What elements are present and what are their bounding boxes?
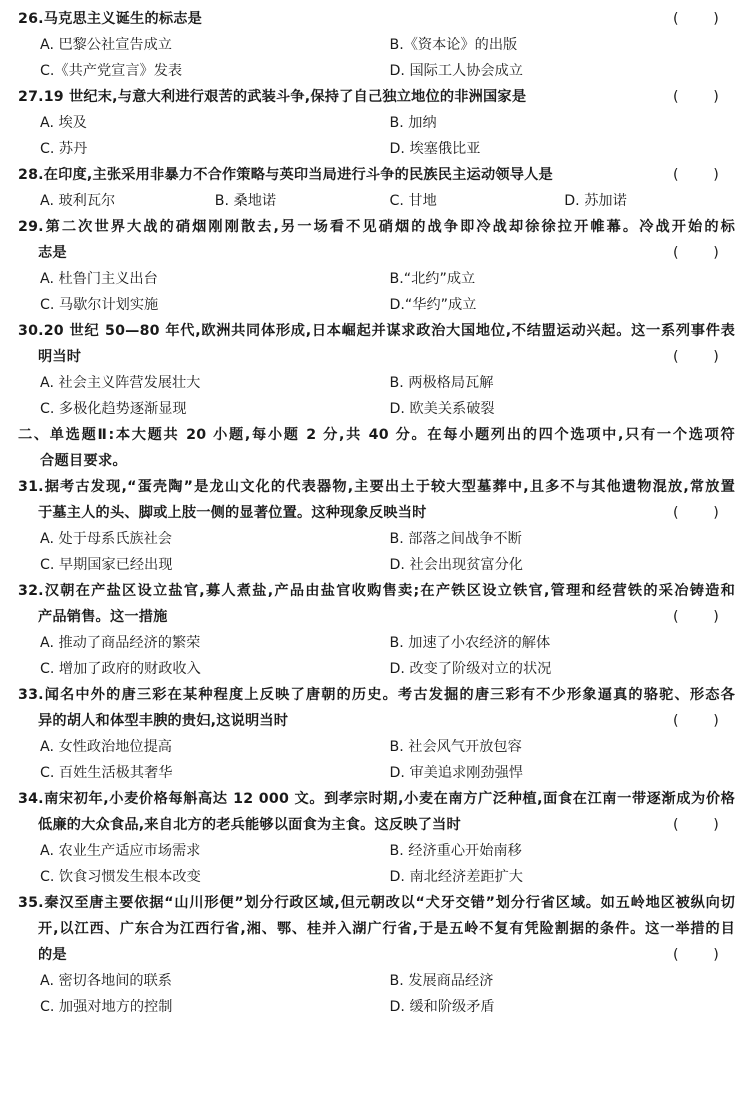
question-34 xyxy=(18,786,739,890)
option-d[interactable]: D. 国际工人协会成立 xyxy=(389,63,523,79)
options-row xyxy=(18,266,739,292)
question-stem-continued xyxy=(18,708,739,734)
stem-text: 于墓主人的头、脚或上肢一侧的显著位置。这种现象反映当时 xyxy=(38,505,427,521)
option-a[interactable]: A. 农业生产适应市场需求 xyxy=(40,843,201,859)
stem-text: 27.19 世纪末,与意大利进行艰苦的武装斗争,保持了自己独立地位的非洲国家是 xyxy=(18,89,527,105)
option-b[interactable]: B. 发展商品经济 xyxy=(389,973,494,989)
option-a[interactable]: A. 女性政治地位提高 xyxy=(40,739,172,755)
question-stem-continued xyxy=(18,812,739,838)
question-33 xyxy=(18,682,739,786)
options-row xyxy=(18,370,739,396)
question-stem-continued xyxy=(18,942,739,968)
option-d[interactable]: D.“华约”成立 xyxy=(389,297,477,313)
option-a[interactable]: A. 处于母系氏族社会 xyxy=(40,531,172,547)
options-row xyxy=(18,110,739,136)
option-c[interactable]: C. 饮食习惯发生根本改变 xyxy=(40,869,201,885)
question-32 xyxy=(18,578,739,682)
options-row xyxy=(18,994,739,1020)
options-row xyxy=(18,552,739,578)
question-stem: 31.据考古发现,“蛋壳陶”是龙山文化的代表器物,主要出土于较大型墓葬中,且多不与其他遗物混放,常放置 xyxy=(18,479,735,495)
option-c[interactable]: C.《共产党宣言》发表 xyxy=(40,63,183,79)
answer-bracket[interactable]: ( ) xyxy=(673,817,719,833)
stem-text: 异的胡人和体型丰腴的贵妇,这说明当时 xyxy=(38,713,289,729)
option-a[interactable]: A. 密切各地间的联系 xyxy=(40,973,172,989)
question-stem: 34.南宋初年,小麦价格每斛高达 12 000 文。到孝宗时期,小麦在南方广泛种植,面食在江南一带逐渐成为价格 xyxy=(18,791,735,807)
question-28 xyxy=(18,162,739,214)
question-stem-continued xyxy=(18,344,739,370)
question-27 xyxy=(18,84,739,162)
option-b[interactable]: B. 部落之间战争不断 xyxy=(389,531,522,547)
options-row xyxy=(18,630,739,656)
options-row xyxy=(18,838,739,864)
question-stem: 33.闻名中外的唐三彩在某种程度上反映了唐朝的历史。考古发掘的唐三彩有不少形象逼真的骆驼、形态各 xyxy=(18,687,735,703)
options-row xyxy=(18,396,739,422)
stem-text: 志是 xyxy=(38,245,67,261)
stem-text: 26.马克思主义诞生的标志是 xyxy=(18,11,202,27)
answer-bracket[interactable]: ( ) xyxy=(673,167,719,183)
option-c[interactable]: C. 多极化趋势逐渐显现 xyxy=(40,401,187,417)
section-title-continued: 合题目要求。 xyxy=(40,453,127,469)
options-row xyxy=(18,864,739,890)
stem-text: 明当时 xyxy=(38,349,82,365)
question-stem-continued xyxy=(18,604,739,630)
option-b[interactable]: B. 加纳 xyxy=(389,115,437,131)
option-c[interactable]: C. 加强对地方的控制 xyxy=(40,999,173,1015)
option-d[interactable]: D. 缓和阶级矛盾 xyxy=(389,999,495,1015)
answer-bracket[interactable]: ( ) xyxy=(673,11,719,27)
answer-bracket[interactable]: ( ) xyxy=(673,947,719,963)
answer-bracket[interactable]: ( ) xyxy=(673,713,719,729)
option-d[interactable]: D. 改变了阶级对立的状况 xyxy=(389,661,552,677)
question-stem: 32.汉朝在产盐区设立盐官,募人煮盐,产品由盐官收购售卖;在产铁区设立铁官,管理和经营铁的采冶铸造和 xyxy=(18,583,735,599)
options-row xyxy=(18,58,739,84)
stem-text: 28.在印度,主张采用非暴力不合作策略与英印当局进行斗争的民族民主运动领导人是 xyxy=(18,167,553,183)
option-c[interactable]: C. 苏丹 xyxy=(40,141,88,157)
option-a[interactable]: A. 埃及 xyxy=(40,115,87,131)
options-row xyxy=(18,760,739,786)
stem-text: 产品销售。这一措施 xyxy=(38,609,168,625)
option-b[interactable]: B. 两极格局瓦解 xyxy=(389,375,494,391)
question-stem: 30.20 世纪 50—80 年代,欧洲共同体形成,日本崛起并谋求政治大国地位,不结盟运动兴起。这一系列事件表 xyxy=(18,323,735,339)
option-a[interactable]: A. 玻利瓦尔 xyxy=(40,193,116,209)
options-row xyxy=(18,136,739,162)
option-c[interactable]: C. 早期国家已经出现 xyxy=(40,557,173,573)
question-stem: 29.第二次世界大战的硝烟刚刚散去,另一场看不见硝烟的战争即冷战却徐徐拉开帷幕。冷战开始的标 xyxy=(18,219,735,235)
option-a[interactable]: A. 巴黎公社宣告成立 xyxy=(40,37,172,53)
option-c[interactable]: C. 增加了政府的财政收入 xyxy=(40,661,201,677)
question-stem-continued xyxy=(18,240,739,266)
option-b[interactable]: B.《资本论》的出版 xyxy=(389,37,518,53)
section-heading xyxy=(18,422,739,474)
question-stem xyxy=(18,84,739,110)
option-b[interactable]: B. 社会风气开放包容 xyxy=(389,739,522,755)
options-row xyxy=(18,32,739,58)
options-row xyxy=(18,734,739,760)
stem-text: 的是 xyxy=(38,947,67,963)
question-stem xyxy=(18,6,739,32)
option-d[interactable]: D. 审美追求刚劲强悍 xyxy=(389,765,523,781)
option-d[interactable]: D. 社会出现贫富分化 xyxy=(389,557,523,573)
answer-bracket[interactable]: ( ) xyxy=(673,89,719,105)
question-30 xyxy=(18,318,739,422)
option-d[interactable]: D. 苏加诺 xyxy=(564,193,627,209)
option-c[interactable]: C. 百姓生活极其奢华 xyxy=(40,765,173,781)
option-a[interactable]: A. 推动了商品经济的繁荣 xyxy=(40,635,201,651)
option-b[interactable]: B. 加速了小农经济的解体 xyxy=(389,635,551,651)
options-row xyxy=(18,968,739,994)
option-b[interactable]: B. 经济重心开始南移 xyxy=(389,843,522,859)
question-35 xyxy=(18,890,739,1020)
options-row xyxy=(18,656,739,682)
question-26 xyxy=(18,6,739,84)
options-row xyxy=(18,188,739,214)
question-stem: 35.秦汉至唐主要依据“山川形便”划分行政区域,但元朝改以“犬牙交错”划分行省区域。如五岭地区被纵向切 xyxy=(18,895,735,911)
options-row xyxy=(18,292,739,318)
answer-bracket[interactable]: ( ) xyxy=(673,505,719,521)
option-a[interactable]: A. 社会主义阵营发展壮大 xyxy=(40,375,201,391)
question-stem xyxy=(18,162,739,188)
question-31 xyxy=(18,474,739,578)
section-title: 二、单选题Ⅱ:本大题共 20 小题,每小题 2 分,共 40 分。在每小题列出的四个选项中,只有一个选项符 xyxy=(18,427,735,443)
answer-bracket[interactable]: ( ) xyxy=(673,349,719,365)
option-b[interactable]: B. 桑地诺 xyxy=(214,193,277,209)
question-stem-continued: 开,以江西、广东合为江西行省,湘、鄂、桂并入湖广行省,于是五岭不复有凭险割据的条件。这一举措的目 xyxy=(38,921,735,937)
option-c[interactable]: C. 马歇尔计划实施 xyxy=(40,297,159,313)
option-c[interactable]: C. 甘地 xyxy=(389,193,437,209)
option-d[interactable]: D. 南北经济差距扩大 xyxy=(389,869,523,885)
option-a[interactable]: A. 杜鲁门主义出台 xyxy=(40,271,158,287)
answer-bracket[interactable]: ( ) xyxy=(673,609,719,625)
question-29 xyxy=(18,214,739,318)
options-row xyxy=(18,526,739,552)
question-stem-continued xyxy=(18,500,739,526)
option-d[interactable]: D. 埃塞俄比亚 xyxy=(389,141,481,157)
option-b[interactable]: B.“北约”成立 xyxy=(389,271,476,287)
answer-bracket[interactable]: ( ) xyxy=(673,245,719,261)
option-d[interactable]: D. 欧美关系破裂 xyxy=(389,401,495,417)
stem-text: 低廉的大众食品,来自北方的老兵能够以面食为主食。这反映了当时 xyxy=(38,817,461,833)
